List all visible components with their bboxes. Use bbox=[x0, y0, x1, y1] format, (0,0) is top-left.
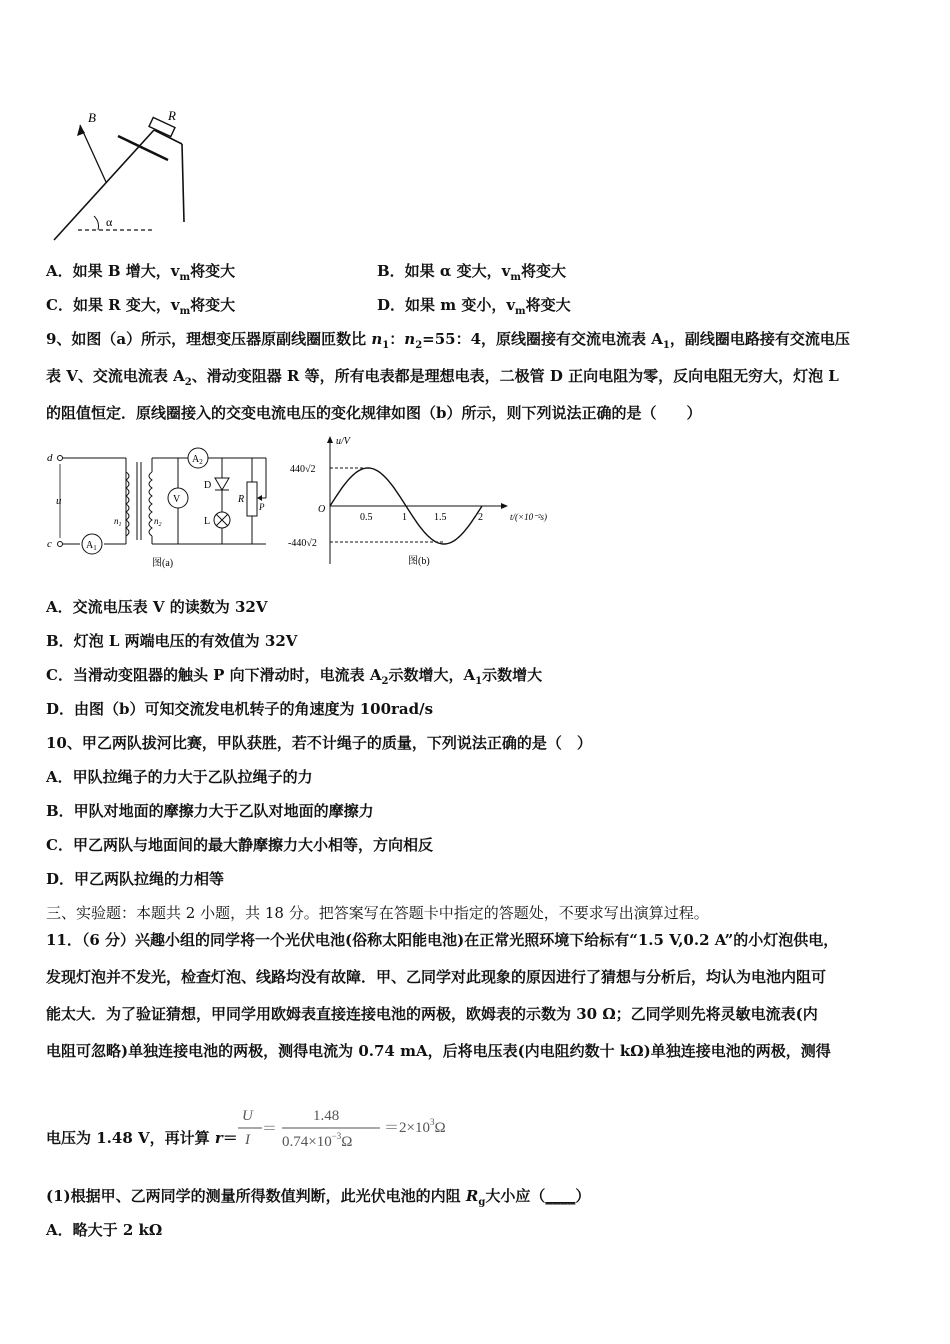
label-p: P bbox=[259, 502, 265, 512]
q9-option-d: D．由图（b）可知交流发电机转子的角速度为 100rad/s bbox=[46, 700, 434, 718]
diode-d bbox=[215, 478, 229, 490]
label-d: d bbox=[47, 452, 53, 464]
q11-line3: 能太大．为了验证猜想，甲同学用欧姆表直接连接电池的两极，欧姆表的示数为 30 Ω；乙同学则先将灵敏电流表(内 bbox=[46, 1005, 818, 1023]
x-tick-label: 1.5 bbox=[434, 512, 447, 523]
x-axis-arrow bbox=[501, 503, 508, 509]
label-diode: D bbox=[204, 480, 212, 491]
q8-option-c: C．如果 R 变大，$v_m$将变大 bbox=[46, 296, 236, 317]
rheostat-r bbox=[247, 482, 257, 516]
q9-figure-a-circuit bbox=[44, 440, 276, 570]
q11-line4: 电阻可忽略)单独连接电池的两极，测得电流为 0.74 mA，后将电压表(内电阻约数十 kΩ)单独连接电池的两极，测得 bbox=[46, 1042, 831, 1060]
x-tick-label: 0.5 bbox=[360, 512, 373, 523]
x-tick-label: 2 bbox=[478, 512, 483, 523]
q11-sub1: (1)根据甲、乙两同学的测量所得数值判断，此光伏电池的内阻 $R_g$大小应（____） bbox=[46, 1187, 591, 1208]
q8-option-d: D．如果 m 变小，$v_m$将变大 bbox=[377, 296, 571, 317]
y-label: u/V bbox=[336, 436, 350, 447]
label-v: V bbox=[173, 494, 181, 505]
label-u: u bbox=[56, 495, 62, 507]
label-a1: $A_1$ bbox=[86, 540, 97, 552]
q9-option-b: B．灯泡 L 两端电压的有效值为 32V bbox=[46, 632, 298, 650]
section-3-heading: 三、实验题：本题共 2 小题，共 18 分。把答案写在答题卡中指定的答题处，不要求写出演算过程。 bbox=[46, 904, 709, 922]
label-alpha: α bbox=[106, 215, 113, 229]
answer-blank[interactable]: ____ bbox=[545, 1187, 576, 1205]
q9-figure-b-graph bbox=[288, 432, 558, 570]
x-label: t/(×10⁻²s) bbox=[510, 512, 548, 522]
q11-line2: 发现灯泡并不发光，检查灯泡、线路均没有故障．甲、乙同学对此现象的原因进行了猜想与分析后，均认为电池内阻可 bbox=[46, 968, 827, 986]
ymax-label: 440√2 bbox=[290, 464, 316, 475]
label-lamp: L bbox=[204, 516, 211, 527]
formula-eq1: ＝ bbox=[262, 1121, 278, 1137]
incline-rail-right bbox=[182, 144, 184, 222]
terminal-d bbox=[58, 456, 63, 461]
rheostat-slider-head bbox=[257, 495, 262, 501]
q10-option-b: B．甲队对地面的摩擦力大于乙队对地面的摩擦力 bbox=[46, 802, 374, 820]
label-r: R bbox=[168, 108, 176, 123]
formula-i: I bbox=[245, 1132, 250, 1148]
q10-option-a: A．甲队拉绳子的力大于乙队拉绳子的力 bbox=[46, 768, 313, 786]
formula-denominator: $0.74\times 10^{-3}\Omega$ bbox=[282, 1131, 353, 1150]
q9-option-a: A．交流电压表 V 的读数为 32V bbox=[46, 598, 268, 616]
origin-label: O bbox=[318, 504, 326, 515]
caption-b: 图(b) bbox=[408, 556, 430, 567]
q10-stem: 10、甲乙两队拔河比赛，甲队获胜，若不计绳子的质量，下列说法正确的是（ ） bbox=[46, 734, 592, 752]
secondary-coil bbox=[149, 472, 152, 536]
q11-formula bbox=[232, 1100, 472, 1150]
q11-option-a: A．略大于 2 kΩ bbox=[46, 1221, 163, 1239]
q9-stem-line3: 的阻值恒定．原线圈接入的交变电流电压的变化规律如图（b）所示，则下列说法正确的是（ ） bbox=[46, 404, 702, 422]
q9-option-c: C．当滑动变阻器的触头 P 向下滑动时，电流表 $A_2$示数增大，$A_1$示数增大 bbox=[46, 666, 543, 687]
slider-bar bbox=[118, 136, 168, 160]
label-b: B bbox=[88, 110, 96, 125]
q9-stem-line2: 表 V、交流电流表 $A_2$、滑动变阻器 R 等，所有电表都是理想电表，二极管 D 正向电阻为零，反向电阻无穷大，灯泡 L bbox=[46, 367, 839, 388]
formula-numerator: 1.48 bbox=[313, 1108, 340, 1124]
alpha-arc bbox=[94, 216, 99, 230]
y-axis-arrow bbox=[327, 436, 333, 443]
q8-option-a: A．如果 B 增大，$v_m$将变大 bbox=[46, 262, 236, 283]
label-n1: $n_1$ bbox=[114, 516, 122, 528]
q8-incline-figure bbox=[50, 100, 200, 245]
field-b-arrow-line bbox=[80, 125, 106, 182]
label-n2: $n_2$ bbox=[154, 516, 162, 528]
label-c: c bbox=[47, 538, 52, 550]
label-r: R bbox=[238, 494, 245, 505]
label-a2: $A_2$ bbox=[192, 454, 203, 466]
formula-u: U bbox=[242, 1108, 253, 1124]
terminal-c bbox=[58, 542, 63, 547]
q11-line1: 11．（6 分）兴趣小组的同学将一个光伏电池(俗称太阳能电池)在正常光照环境下给标有“1.5 V,0.2 A”的小灯泡供电， bbox=[46, 931, 839, 949]
q10-option-d: D．甲乙两队拉绳的力相等 bbox=[46, 870, 225, 888]
ymin-label: -440√2 bbox=[288, 538, 317, 549]
q8-option-b: B．如果 α 变大，$v_m$将变大 bbox=[377, 262, 566, 283]
q9-stem-line1: 9、如图（a）所示，理想变压器原副线圈匝数比 $n_1$：$n_2=55$：4，原线圈接有交流电流表 $A_1$，副线圈电路接有交流电压 bbox=[46, 330, 850, 351]
q10-option-c: C．甲乙两队与地面间的最大静摩擦力大小相等，方向相反 bbox=[46, 836, 433, 854]
caption-a: 图(a) bbox=[152, 558, 174, 569]
q11-line5: 电压为 1.48 V，再计算 r＝ bbox=[46, 1129, 238, 1147]
x-tick-label: 1 bbox=[402, 512, 407, 523]
formula-result: $=2\times 10^3\Omega$ bbox=[384, 1117, 446, 1136]
